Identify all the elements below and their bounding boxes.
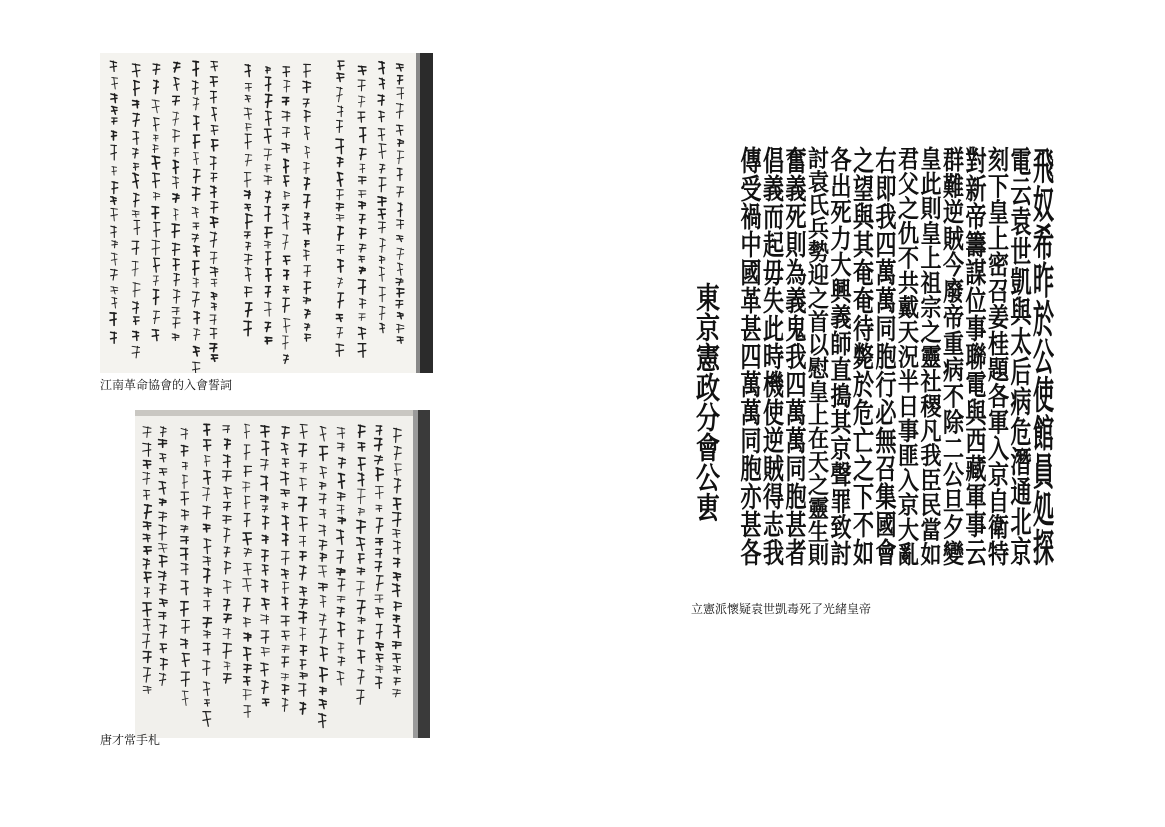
telegram-column: 倡義而起毋失此時機使逆賊得志我 bbox=[760, 146, 786, 461]
telegram-column: 對新帝籌謀位事聯電與西藏軍事云 bbox=[963, 146, 988, 461]
telegram-column: 之望與其奄奄待斃於危亡之下不如 bbox=[850, 146, 876, 461]
telegram-column: 討袁氏兵勢迎之首以慰皇上在天之靈生則 bbox=[805, 146, 831, 524]
caption-telegram: 立憲派懷疑袁世凱毒死了光緒皇帝 bbox=[691, 602, 872, 616]
telegram-column: 君父之仇不共戴天況半日事匪入京大亂 bbox=[895, 146, 921, 503]
scan-oath-image bbox=[100, 53, 433, 373]
telegram-column: 各出死力大興義師直搗其京聲罪致討 bbox=[828, 146, 853, 482]
telegram-column: 右即我四萬萬同胞行必無召集國會 bbox=[873, 146, 898, 461]
telegram-column: 刻下皇上密召姜桂題各軍入京自衛特 bbox=[985, 146, 1011, 482]
telegram-column: 皇此則皇上祖宗之靈社稷凡我臣民當如 bbox=[918, 146, 943, 503]
telegram-signature: 東京憲政分會公叀 bbox=[691, 282, 721, 474]
telegram-column: 飛奴希昨於公使館員処探 bbox=[1030, 146, 1056, 377]
caption-letter: 唐才常手札 bbox=[100, 733, 161, 747]
telegram-column: 電云袁世凱與太后病危潛通北京 bbox=[1008, 146, 1033, 440]
scan-letter-image bbox=[135, 410, 430, 738]
telegram-column: 群難逆賊今廢帝重病不除二公旦夕變 bbox=[940, 146, 966, 482]
telegram-column: 奮義死則為義鬼我四萬萬同胞甚者 bbox=[783, 146, 808, 461]
scan-telegram-image bbox=[688, 140, 1072, 590]
telegram-column: 傳受禍中國革甚四萬萬同胞亦甚各 bbox=[738, 146, 763, 461]
caption-oath: 江南革命協會的入會誓詞 bbox=[100, 378, 233, 392]
